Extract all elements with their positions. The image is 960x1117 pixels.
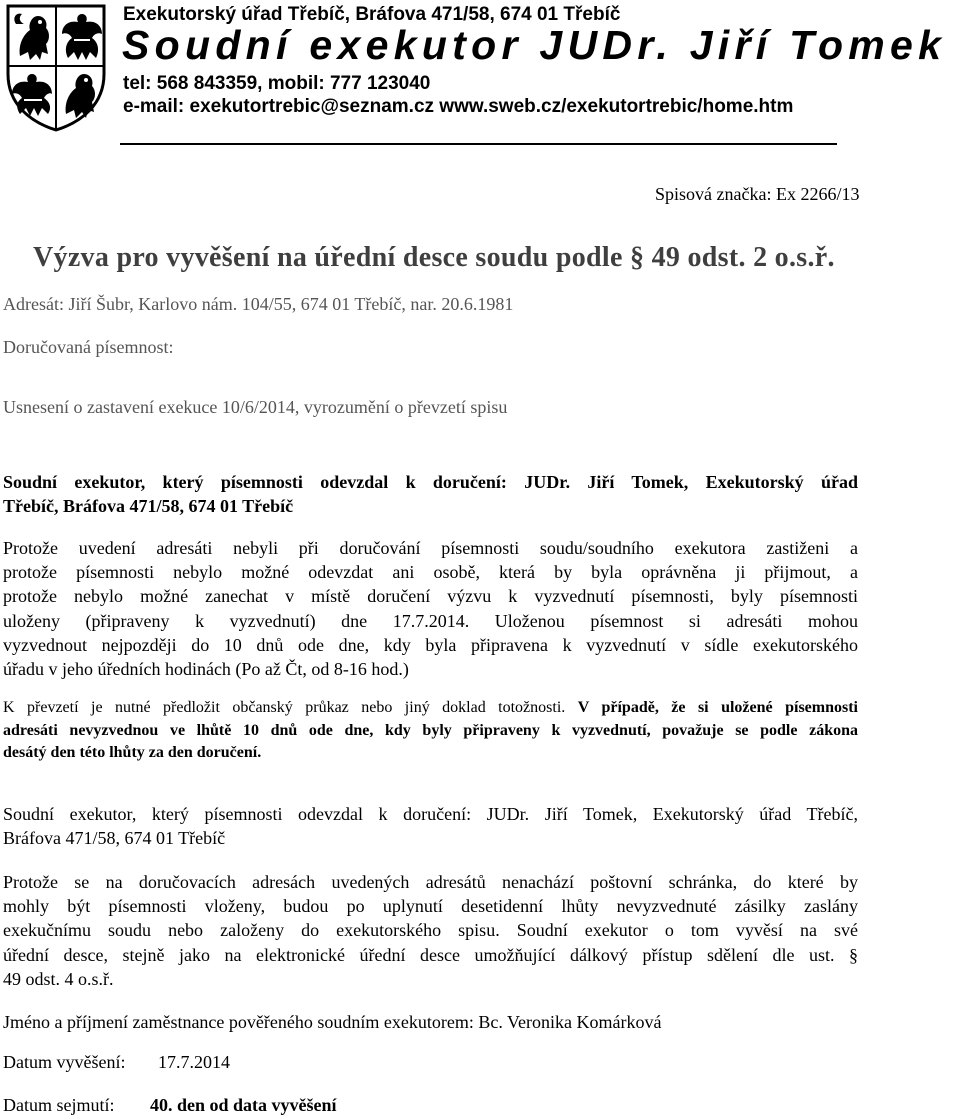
mailbox-line: exekučnímu soudu nebo založeny do exekutorského spisu. Soudní exekutor o tom vyvěsí na své [3, 920, 858, 941]
mailbox-paragraph [3, 870, 858, 991]
delivered-document-label: Doručovaná písemnost: [3, 337, 174, 357]
header-divider [120, 143, 837, 145]
deposit-line: Protože uvedení adresáti nebyli při doručování písemnosti soudu/soudního exekutora zastiženi a [3, 538, 858, 558]
id-notice-line-1 [3, 697, 858, 720]
removal-date-label: Datum sejmutí: [3, 1095, 115, 1115]
contact-email-web-line: e-mail: exekutortrebic@seznam.cz www.sweb.cz/exekutortrebic/home.htm [123, 96, 794, 117]
mailbox-line: úřední desce, stejně jako na elektronické úřední desce umožňující dálkový přístup sdělení dle ust. § [3, 944, 858, 965]
addressee: Adresát: Jiří Šubr, Karlovo nám. 104/55, 674 01 Třebíč, nar. 20.6.1981 [3, 294, 514, 314]
deposit-paragraph [3, 536, 858, 681]
delivered-document-value: Usnesení o zastavení exekuce 10/6/2014, vyrozumění o převzetí spisu [3, 397, 508, 417]
executor-name-heading: Soudní exekutor JUDr. Jiří Tomek [122, 22, 947, 68]
executor-paragraph-bold [3, 470, 858, 518]
page-title: Výzva pro vyvěšení na úřední desce soudu podle § 49 odst. 2 o.s.ř. [33, 242, 835, 273]
office-address-line: Exekutorský úřad Třebíč, Bráfova 471/58, 674 01 Třebíč [123, 4, 621, 25]
executor-plain-line-2: Bráfova 471/58, 674 01 Třebíč [3, 828, 226, 849]
contact-phone-line: tel: 568 843359, mobil: 777 123040 [123, 73, 431, 94]
file-reference: Spisová značka: Ex 2266/13 [655, 184, 860, 204]
mailbox-line: 49 odst. 4 o.s.ř. [3, 968, 114, 989]
id-notice-paragraph [3, 697, 858, 765]
id-notice-line-2: adresáti nevyzvednou ve lhůtě 10 dnů ode dne, kdy byly připraveny k vyzvednutí, považuje se podle zákona [3, 721, 858, 739]
executor-bold-line-2: Třebíč, Bráfova 471/58, 674 01 Třebíč [3, 496, 294, 517]
employee-name: Jméno a příjmení zaměstnance pověřeného soudním exekutorem: Bc. Veronika Komárková [3, 1012, 662, 1032]
id-notice-bold: V případě, že si uložené písemnosti [577, 699, 858, 716]
czech-state-emblem-icon [4, 4, 108, 132]
id-notice-line-3: desátý den této lhůty za den doručení. [3, 744, 262, 762]
mailbox-line: Protože se na doručovacích adresách uvedených adresátů nenachází poštovní schránka, do které by [3, 872, 858, 892]
executor-bold-line-1: Soudní exekutor, který písemnosti odevzdal k doručení: JUDr. Jiří Tomek, Exekutorský úřad [3, 472, 858, 492]
deposit-line: vyzvednout nejpozději do 10 dnů ode dne, kdy byla připravena k vyzvednutí v sídle exekutorského [3, 634, 858, 655]
posting-date-label: Datum vyvěšení: [3, 1052, 126, 1072]
id-notice-normal: K převzetí je nutné předložit občanský průkaz nebo jiný doklad totožnosti. [3, 699, 578, 716]
removal-date-value: 40. den od data vyvěšení [150, 1095, 337, 1115]
posting-date-value: 17.7.2014 [158, 1052, 230, 1072]
deposit-line: protože písemnosti nebylo možné odevzdat ani osobě, která by byla oprávněna ji přijmout, a [3, 562, 858, 583]
executor-plain-line-1: Soudní exekutor, který písemnosti odevzdal k doručení: JUDr. Jiří Tomek, Exekutorský úřad Třebíč, [3, 804, 858, 824]
deposit-line: úřadu v jeho úředních hodinách (Po až Čt, od 8-16 hod.) [3, 659, 409, 680]
executor-paragraph-plain [3, 802, 858, 850]
deposit-line: protože nebylo možné zanechat v místě doručení výzvu k vyzvednutí písemnosti, byly písemnosti [3, 586, 858, 607]
deposit-line: uloženy (připraveny k vyzvednutí) dne 17.7.2014. Uloženou písemnost si adresáti mohou [3, 610, 858, 631]
mailbox-line: mohly být písemnosti vloženy, budou po uplynutí desetidenní lhůty nevyzvednuté zásilky zaslány [3, 896, 858, 917]
